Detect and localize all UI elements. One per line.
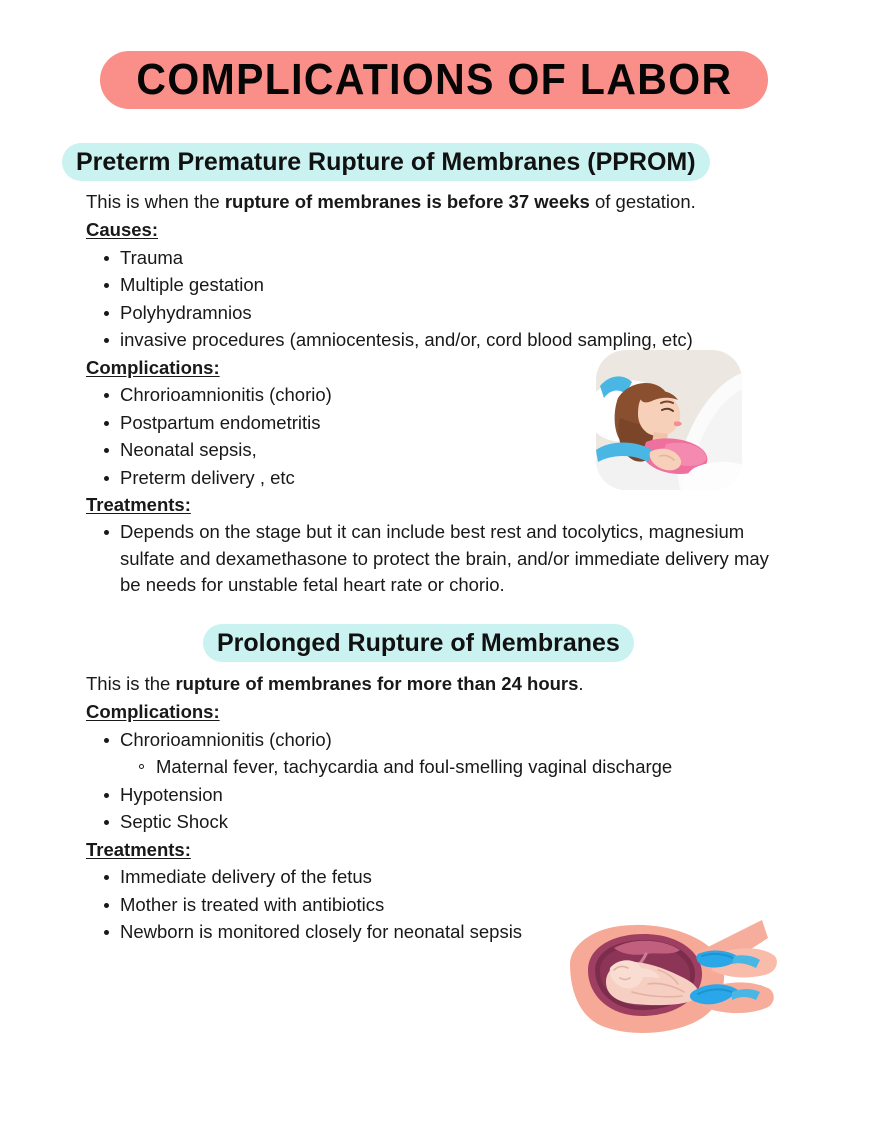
prom-complications-label: Complications: [86, 701, 220, 723]
page-title: COMPLICATIONS OF LABOR [136, 55, 732, 104]
list-item: Multiple gestation [120, 272, 786, 298]
section-content-prolonged-rom [86, 671, 786, 947]
pprom-causes-label: Causes: [86, 219, 158, 241]
prom-lead-paragraph [86, 671, 786, 697]
list-item: Chrorioamnionitis (chorio) [120, 382, 786, 408]
sub-list-item: Maternal fever, tachycardia and foul-smelling vaginal discharge [156, 754, 786, 780]
prom-lead-suffix: . [578, 673, 584, 694]
list-item [120, 727, 786, 781]
page-title-banner [100, 51, 768, 109]
section-heading-pprom [62, 143, 710, 181]
section-heading-prolonged-rom-label: Prolonged Rupture of Membranes [217, 628, 620, 657]
pprom-lead-bold: rupture of membranes is before 37 weeks [224, 191, 590, 212]
pprom-treatments-label: Treatments: [86, 493, 191, 515]
list-item: Preterm delivery , etc [120, 465, 786, 491]
section-heading-pprom-label: Preterm Premature Rupture of Membranes (PPROM) [76, 147, 696, 176]
list-item: Septic Shock [120, 809, 786, 835]
prom-lead-bold: rupture of membranes for more than 24 hours [175, 673, 579, 694]
list-item: Polyhydramnios [120, 300, 786, 326]
pprom-lead-paragraph [86, 189, 786, 215]
list-item: Hypotension [120, 782, 786, 808]
prom-treatments-label: Treatments: [86, 838, 191, 860]
list-item: Neonatal sepsis, [120, 437, 786, 463]
pprom-treatments-list [86, 519, 786, 598]
prom-complication-subitems [120, 754, 786, 780]
pregnant-woman-resting-in-bed-illustration [594, 348, 744, 492]
section-heading-prolonged-rom [203, 624, 634, 662]
list-item: Trauma [120, 245, 786, 271]
list-item: Immediate delivery of the fetus [120, 864, 786, 890]
fetus-in-womb-delivery-illustration [562, 908, 784, 1044]
prom-complications-list [86, 727, 786, 836]
list-item: Mother is treated with antibiotics [120, 892, 786, 918]
pprom-causes-list [86, 245, 786, 354]
pprom-lead-prefix: This is when the [86, 191, 225, 212]
list-item: Postpartum endometritis [120, 410, 786, 436]
list-item: invasive procedures (amniocentesis, and/or, cord blood sampling, etc) [120, 327, 786, 353]
list-item-text: Chrorioamnionitis (chorio) [120, 728, 332, 750]
pprom-complications-label: Complications: [86, 356, 220, 378]
list-item: Newborn is monitored closely for neonatal sepsis [120, 919, 786, 945]
pprom-lead-suffix: of gestation. [589, 191, 696, 212]
list-item: Depends on the stage but it can include best rest and tocolytics, magnesium sulfate and dexamethasone to protect the brain, and/or immediate delivery may be needs for unstable fetal heart rate or chorio. [120, 519, 780, 598]
prom-lead-prefix: This is the [86, 673, 176, 694]
